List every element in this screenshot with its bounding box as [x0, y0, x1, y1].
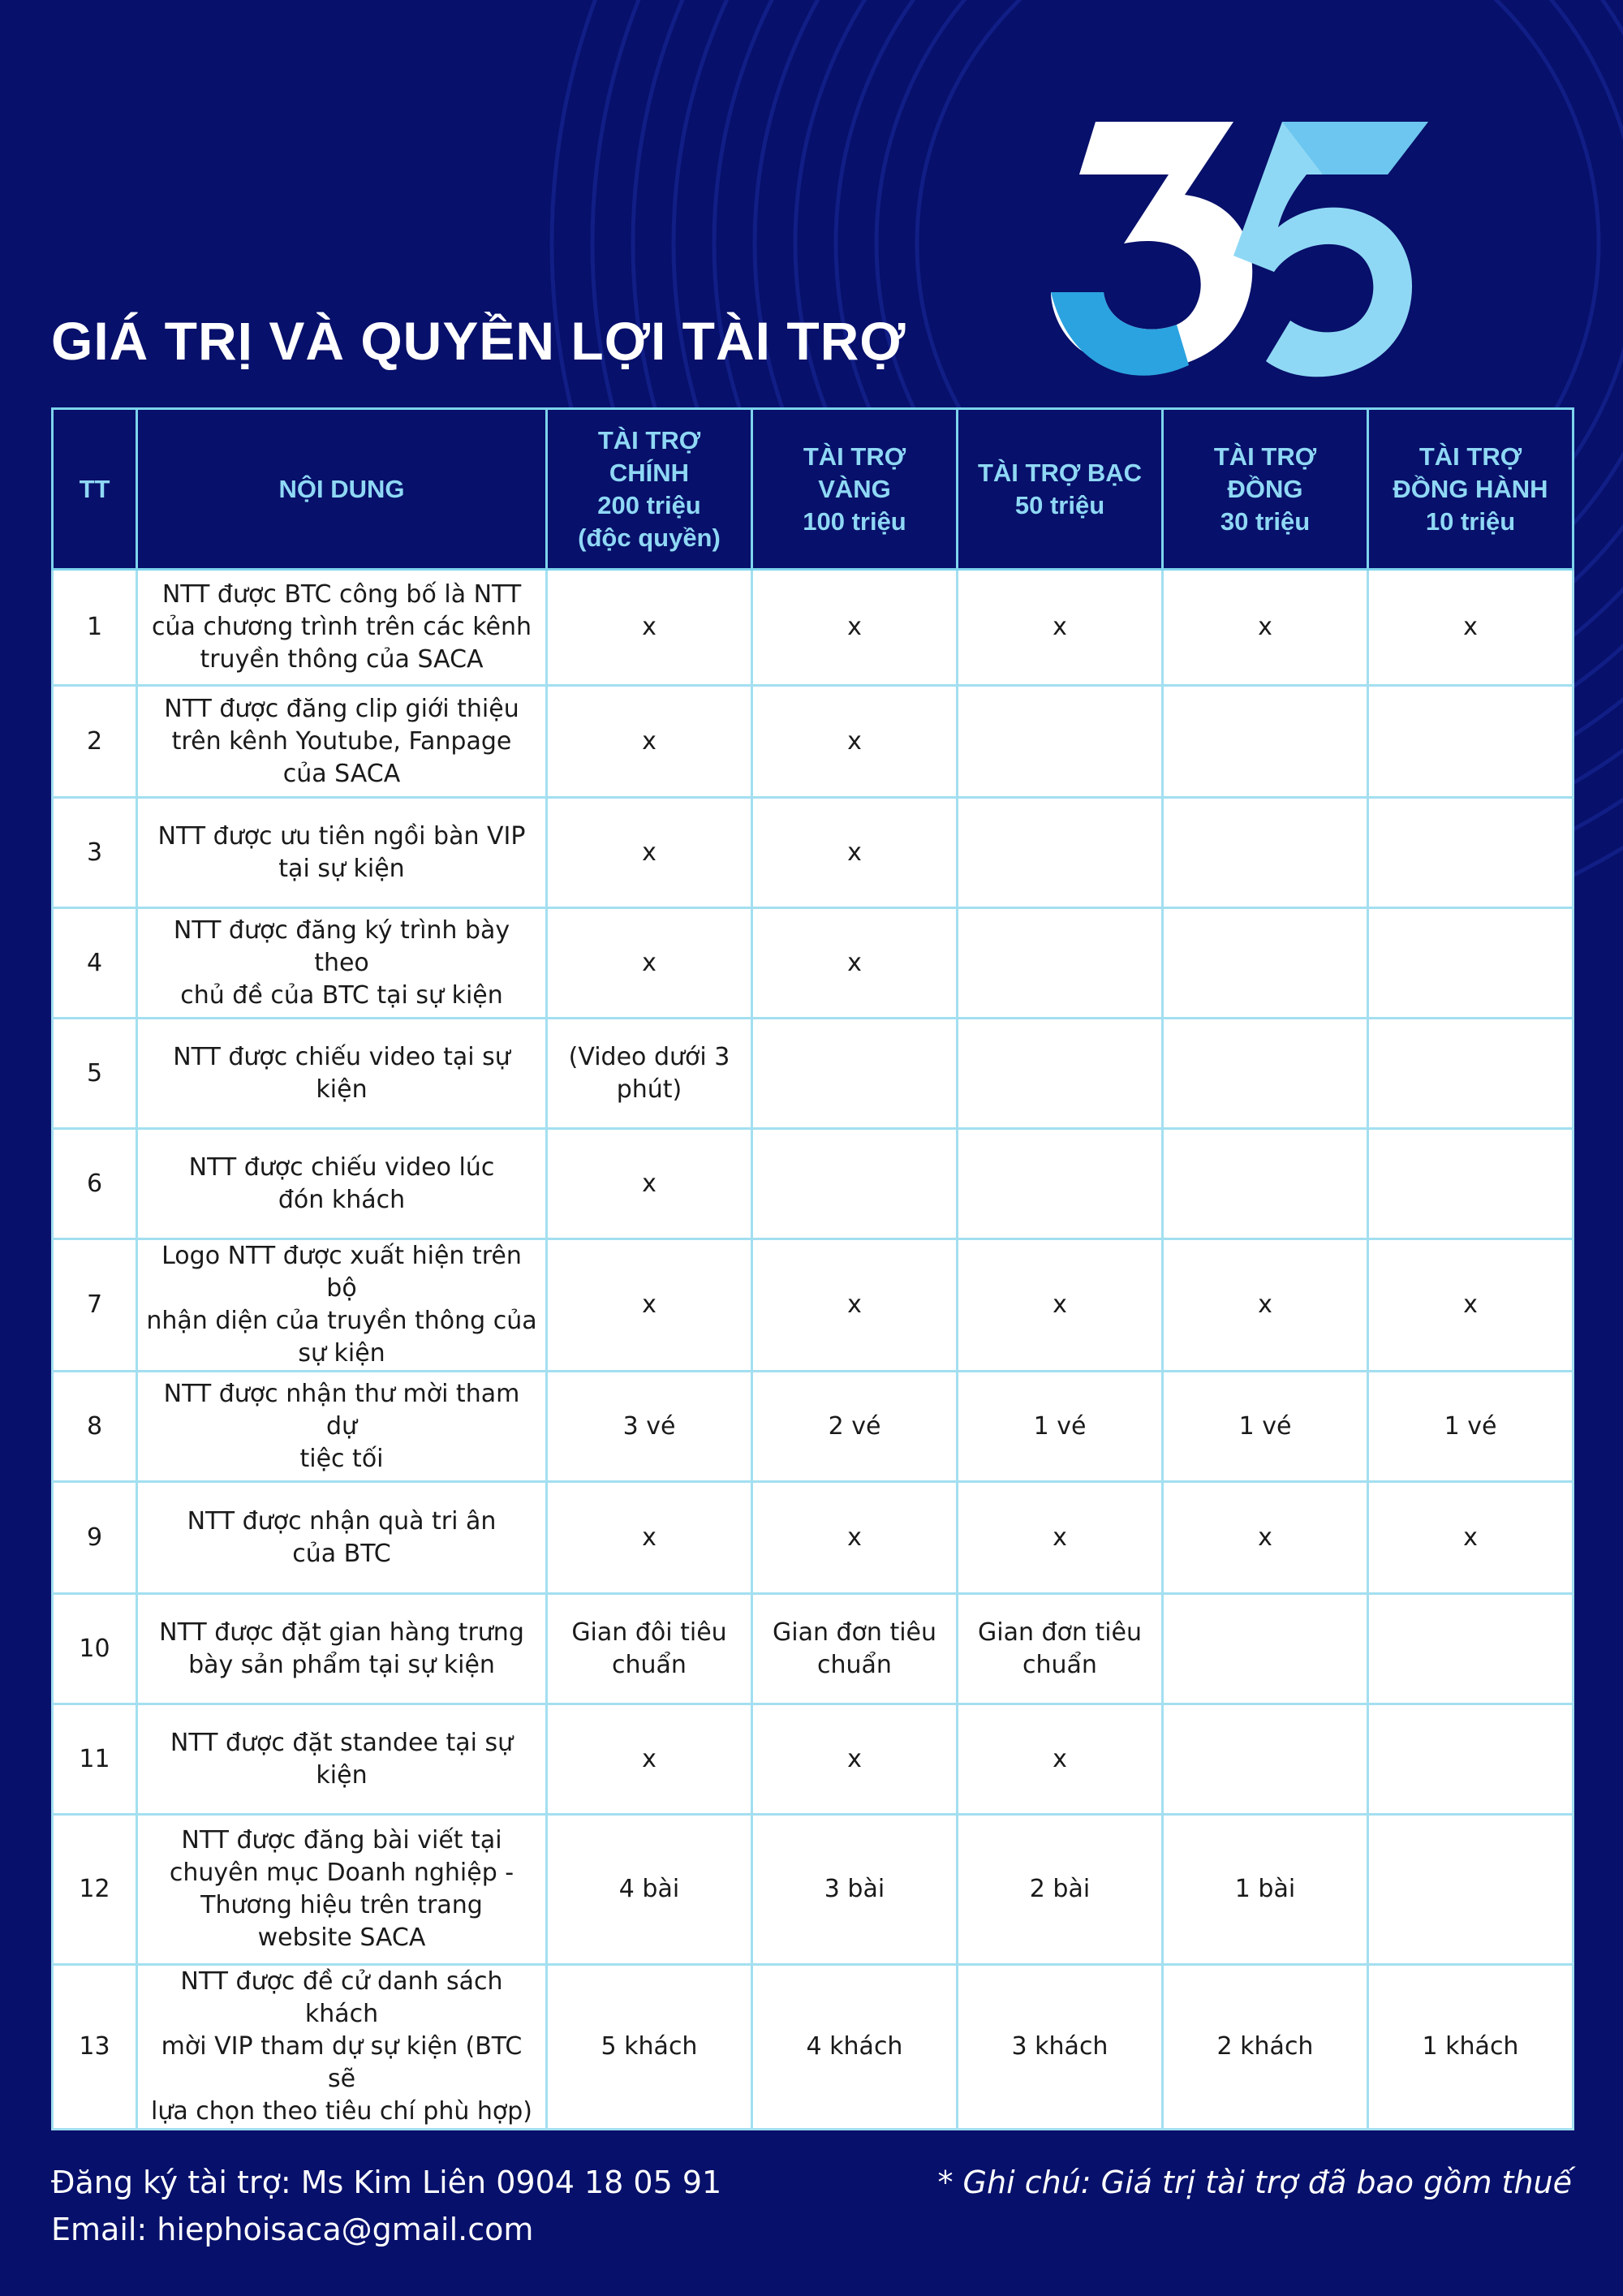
tier-cell	[752, 1965, 958, 2130]
cell-line: x	[1258, 1523, 1272, 1552]
header-line: TÀI TRỢ	[1419, 442, 1522, 471]
cell-line: 1 vé	[1033, 1411, 1087, 1441]
header-line: ĐỒNG	[1227, 474, 1303, 503]
cell-line: x	[1053, 613, 1067, 641]
content-line: NTT được chiếu video tại sự kiện	[173, 1042, 510, 1104]
tier-cell	[1163, 1239, 1368, 1372]
tier-cell	[958, 1129, 1163, 1239]
row-content	[137, 1372, 547, 1482]
content-line: chủ đề của BTC tại sự kiện	[180, 980, 503, 1010]
tier-cell	[752, 1594, 958, 1704]
cell-line: 1 vé	[1238, 1411, 1292, 1441]
tier-cell	[1163, 908, 1368, 1019]
header-silver-sponsor	[958, 409, 1163, 570]
content-line: lựa chọn theo tiêu chí phù hợp)	[150, 2097, 532, 2126]
tier-cell	[752, 686, 958, 798]
content-line: của chương trình trên các kênh	[151, 613, 532, 641]
tier-cell	[958, 1239, 1163, 1372]
table-row	[53, 1372, 1573, 1482]
row-content	[137, 908, 547, 1019]
tier-cell	[547, 1594, 752, 1704]
cell-line: x	[1463, 1290, 1478, 1319]
cell-line: 2 khách	[1216, 2032, 1314, 2061]
cell-line: 2 bài	[1029, 1875, 1091, 1903]
tier-cell	[547, 1372, 752, 1482]
cell-line: Gian đơn tiêu	[772, 1618, 937, 1647]
content-line: của SACA	[282, 759, 401, 788]
tier-cell	[1368, 1594, 1573, 1704]
cell-line: phút)	[616, 1075, 682, 1104]
table-row	[53, 1019, 1573, 1129]
header-line: NỘI DUNG	[278, 474, 405, 503]
header-line: TÀI TRỢ	[1213, 442, 1317, 471]
header-line: 200 triệu	[597, 490, 701, 519]
tier-cell	[752, 1482, 958, 1594]
tier-cell	[1368, 1815, 1573, 1965]
tier-cell	[1368, 686, 1573, 798]
header-bronze-sponsor	[1163, 409, 1368, 570]
content-line: website SACA	[257, 1923, 426, 1952]
tier-cell	[1368, 908, 1573, 1019]
tier-cell	[547, 1965, 752, 2130]
tier-cell	[1163, 1594, 1368, 1704]
tier-cell	[752, 1019, 958, 1129]
tier-cell	[1163, 1815, 1368, 1965]
table-row	[53, 798, 1573, 908]
cell-line: x	[847, 1290, 862, 1319]
cell-line: x	[642, 1744, 657, 1773]
cell-line: 1 vé	[1444, 1411, 1497, 1441]
tier-cell	[752, 570, 958, 686]
header-main-sponsor	[547, 409, 752, 570]
content-line: đón khách	[278, 1185, 406, 1214]
row-number: 3	[53, 798, 137, 908]
register-contact: Đăng ký tài trợ: Ms Kim Liên 0904 18 05 91	[51, 2165, 722, 2200]
header-line: 30 triệu	[1220, 506, 1311, 536]
tier-cell	[1368, 1482, 1573, 1594]
tier-cell	[1163, 1965, 1368, 2130]
row-number: 10	[53, 1594, 137, 1704]
row-content	[137, 1594, 547, 1704]
tier-cell	[547, 686, 752, 798]
cell-line: chuẩn	[612, 1650, 687, 1679]
row-number: 4	[53, 908, 137, 1019]
tier-cell	[958, 1482, 1163, 1594]
tier-cell	[1163, 1129, 1368, 1239]
content-line: NTT được ưu tiên ngồi bàn VIP	[157, 821, 526, 851]
row-content	[137, 686, 547, 798]
tier-cell	[547, 570, 752, 686]
cell-line: x	[642, 1523, 657, 1552]
tier-cell	[752, 1239, 958, 1372]
cell-line: x	[847, 948, 862, 977]
cell-line: x	[1258, 613, 1272, 641]
tier-cell	[1163, 1019, 1368, 1129]
tax-note: * Ghi chú: Giá trị tài trợ đã bao gồm thuế	[937, 2165, 1572, 2200]
content-line: NTT được BTC công bố là NTT	[161, 580, 522, 609]
content-line: NTT được đăng ký trình bày theo	[173, 915, 510, 977]
content-line: NTT được đặt gian hàng trưng	[159, 1618, 524, 1647]
tier-cell	[1368, 798, 1573, 908]
table-row	[53, 570, 1573, 686]
content-line: nhận diện của truyền thông của	[146, 1307, 537, 1335]
header-line: TÀI TRỢ BẠC	[977, 458, 1143, 487]
content-line: bày sản phẩm tại sự kiện	[188, 1650, 495, 1679]
row-content	[137, 1019, 547, 1129]
cell-line: x	[1463, 1523, 1478, 1552]
content-line: NTT được nhận quà tri ân	[187, 1506, 497, 1536]
header-companion-sponsor	[1368, 409, 1573, 570]
cell-line: 4 bài	[618, 1875, 680, 1903]
cell-line: x	[642, 1290, 657, 1319]
cell-line: 4 khách	[806, 2032, 903, 2061]
cell-line: x	[642, 726, 657, 756]
tier-cell	[1368, 1019, 1573, 1129]
tier-cell	[547, 798, 752, 908]
header-gold-sponsor	[752, 409, 958, 570]
table-row	[53, 1594, 1573, 1704]
content-line: mời VIP tham dự sự kiện (BTC sẽ	[161, 2032, 523, 2093]
tier-cell	[1368, 1129, 1573, 1239]
header-line: ĐỒNG HÀNH	[1393, 474, 1548, 503]
tier-cell	[1163, 570, 1368, 686]
row-number: 13	[53, 1965, 137, 2130]
tier-cell	[752, 1704, 958, 1815]
header-line: CHÍNH	[609, 458, 690, 487]
content-line: NTT được đăng clip giới thiệu	[164, 694, 519, 723]
email-contact: Email: hiephoisaca@gmail.com	[51, 2212, 534, 2247]
tier-cell	[752, 1815, 958, 1965]
cell-line: x	[1053, 1523, 1067, 1552]
tier-cell	[752, 798, 958, 908]
tier-cell	[547, 1815, 752, 1965]
tier-cell	[1368, 570, 1573, 686]
cell-line: 1 khách	[1422, 2032, 1519, 2061]
header-line: TT	[79, 474, 110, 503]
header-line: TÀI TRỢ	[597, 425, 701, 454]
tier-cell	[958, 1372, 1163, 1482]
row-content	[137, 1129, 547, 1239]
row-number: 5	[53, 1019, 137, 1129]
header-line: (độc quyền)	[578, 523, 721, 552]
tier-cell	[958, 1019, 1163, 1129]
row-content	[137, 798, 547, 908]
tier-cell	[1163, 1704, 1368, 1815]
table-header-row	[53, 409, 1573, 570]
cell-line: 3 bài	[824, 1875, 885, 1903]
cell-line: 5 khách	[601, 2032, 698, 2061]
cell-line: x	[642, 838, 657, 867]
tier-cell	[1368, 1372, 1573, 1482]
cell-line: x	[1258, 1290, 1272, 1319]
row-number: 6	[53, 1129, 137, 1239]
row-number: 1	[53, 570, 137, 686]
row-content	[137, 1482, 547, 1594]
header-line: VÀNG	[818, 474, 891, 503]
content-line: tiệc tối	[299, 1444, 384, 1473]
header-line: 50 triệu	[1014, 490, 1105, 519]
cell-line: 1 bài	[1234, 1875, 1296, 1903]
cell-line: x	[642, 1169, 657, 1198]
cell-line: x	[642, 948, 657, 977]
content-line: của BTC	[292, 1539, 391, 1568]
tier-cell	[547, 1239, 752, 1372]
tier-cell	[547, 1482, 752, 1594]
content-line: NTT được đăng bài viết tại	[181, 1826, 502, 1854]
table-row	[53, 1965, 1573, 2130]
row-number: 11	[53, 1704, 137, 1815]
content-line: NTT được nhận thư mời tham dự	[163, 1379, 520, 1441]
row-content	[137, 1704, 547, 1815]
table-row	[53, 1704, 1573, 1815]
header-line: TÀI TRỢ	[803, 442, 906, 471]
content-line: truyền thông của SACA	[200, 645, 484, 674]
cell-line: 2 vé	[828, 1411, 881, 1441]
cell-line: chuẩn	[817, 1650, 892, 1679]
content-line: NTT được chiếu video lúc	[188, 1152, 495, 1182]
tier-cell	[1163, 1482, 1368, 1594]
content-line: NTT được đặt standee tại sự kiện	[170, 1728, 514, 1790]
tier-cell	[958, 1965, 1163, 2130]
page-title: GIÁ TRỊ VÀ QUYỀN LỢI TÀI TRỢ	[51, 311, 906, 371]
cell-line: x	[847, 1744, 862, 1773]
sponsorship-table	[51, 407, 1574, 2130]
cell-line: x	[847, 1523, 862, 1552]
tier-cell	[958, 798, 1163, 908]
cell-line: Gian đơn tiêu	[977, 1618, 1143, 1647]
tier-cell	[547, 908, 752, 1019]
row-number: 9	[53, 1482, 137, 1594]
tier-cell	[1368, 1965, 1573, 2130]
tier-cell	[958, 1704, 1163, 1815]
table-row	[53, 1815, 1573, 1965]
table-row	[53, 686, 1573, 798]
tier-cell	[547, 1704, 752, 1815]
table-row	[53, 1129, 1573, 1239]
tier-cell	[1163, 798, 1368, 908]
content-line: tại sự kiện	[278, 854, 405, 883]
table-row	[53, 908, 1573, 1019]
cell-line: 3 vé	[622, 1411, 676, 1441]
content-line: Logo NTT được xuất hiện trên bộ	[161, 1242, 522, 1303]
row-number: 7	[53, 1239, 137, 1372]
header-content	[137, 409, 547, 570]
tier-cell	[958, 908, 1163, 1019]
row-number: 12	[53, 1815, 137, 1965]
cell-line: x	[847, 838, 862, 867]
cell-line: (Video dưới 3	[568, 1042, 730, 1071]
content-line: Thương hiệu trên trang	[200, 1891, 483, 1919]
row-content	[137, 570, 547, 686]
tier-cell	[958, 570, 1163, 686]
tier-cell	[958, 1594, 1163, 1704]
content-line: NTT được đề cử danh sách khách	[180, 1967, 503, 2028]
table-row	[53, 1482, 1573, 1594]
row-number: 2	[53, 686, 137, 798]
content-line: chuyên mục Doanh nghiệp -	[169, 1859, 514, 1887]
cell-line: x	[847, 613, 862, 641]
tier-cell	[547, 1129, 752, 1239]
row-content	[137, 1965, 547, 2130]
header-tt	[53, 409, 137, 570]
header-line: 100 triệu	[803, 506, 906, 536]
cell-line: 3 khách	[1011, 2032, 1109, 2061]
anniversary-35-logo	[1047, 106, 1436, 398]
cell-line: x	[1053, 1290, 1067, 1319]
tier-cell	[752, 1372, 958, 1482]
row-content	[137, 1239, 547, 1372]
tier-cell	[752, 908, 958, 1019]
tier-cell	[1163, 686, 1368, 798]
contact-info	[51, 2159, 721, 2253]
cell-line: chuẩn	[1022, 1650, 1097, 1679]
tier-cell	[1368, 1239, 1573, 1372]
header-line: 10 triệu	[1425, 506, 1516, 536]
tier-cell	[1368, 1704, 1573, 1815]
row-number: 8	[53, 1372, 137, 1482]
row-content	[137, 1815, 547, 1965]
content-line: trên kênh Youtube, Fanpage	[171, 726, 512, 756]
cell-line: x	[1463, 613, 1478, 641]
cell-line: Gian đôi tiêu	[571, 1618, 727, 1647]
tier-cell	[547, 1019, 752, 1129]
cell-line: x	[847, 726, 862, 756]
tier-cell	[1163, 1372, 1368, 1482]
content-line: sự kiện	[298, 1339, 385, 1368]
table-row	[53, 1239, 1573, 1372]
tier-cell	[752, 1129, 958, 1239]
tier-cell	[958, 686, 1163, 798]
cell-line: x	[642, 613, 657, 641]
cell-line: x	[1053, 1744, 1067, 1773]
tier-cell	[958, 1815, 1163, 1965]
